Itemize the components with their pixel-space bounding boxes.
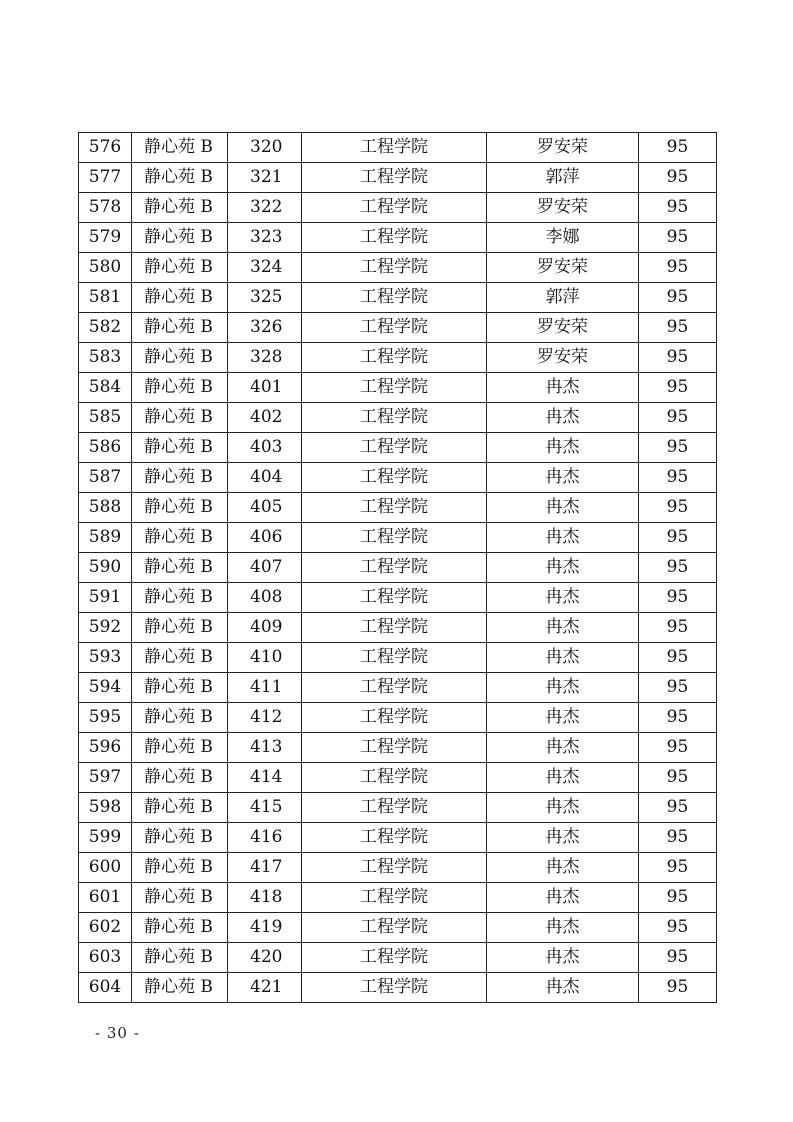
table-row xyxy=(79,673,717,703)
building-cell: 静心苑 B xyxy=(132,373,228,403)
room-cell: 418 xyxy=(228,883,302,913)
college-cell: 工程学院 xyxy=(302,973,487,1003)
score-cell: 95 xyxy=(639,883,717,913)
score-cell: 95 xyxy=(639,853,717,883)
table-row xyxy=(79,763,717,793)
college-cell: 工程学院 xyxy=(302,553,487,583)
table-row xyxy=(79,913,717,943)
table-row xyxy=(79,973,717,1003)
room-cell: 419 xyxy=(228,913,302,943)
name-cell: 冉杰 xyxy=(487,853,639,883)
table-row xyxy=(79,943,717,973)
name-cell: 罗安荣 xyxy=(487,193,639,223)
building-cell: 静心苑 B xyxy=(132,823,228,853)
room-cell: 406 xyxy=(228,523,302,553)
row-number-cell: 579 xyxy=(79,223,132,253)
score-cell: 95 xyxy=(639,673,717,703)
score-cell: 95 xyxy=(639,313,717,343)
table-row xyxy=(79,493,717,523)
college-cell: 工程学院 xyxy=(302,433,487,463)
dormitory-score-table-container xyxy=(78,132,716,1003)
row-number-cell: 583 xyxy=(79,343,132,373)
room-cell: 321 xyxy=(228,163,302,193)
building-cell: 静心苑 B xyxy=(132,433,228,463)
building-cell: 静心苑 B xyxy=(132,283,228,313)
building-cell: 静心苑 B xyxy=(132,493,228,523)
row-number-cell: 596 xyxy=(79,733,132,763)
room-cell: 421 xyxy=(228,973,302,1003)
score-cell: 95 xyxy=(639,973,717,1003)
score-cell: 95 xyxy=(639,193,717,223)
row-number-cell: 582 xyxy=(79,313,132,343)
row-number-cell: 601 xyxy=(79,883,132,913)
row-number-cell: 593 xyxy=(79,643,132,673)
score-cell: 95 xyxy=(639,943,717,973)
name-cell: 郭萍 xyxy=(487,283,639,313)
name-cell: 冉杰 xyxy=(487,673,639,703)
building-cell: 静心苑 B xyxy=(132,313,228,343)
college-cell: 工程学院 xyxy=(302,613,487,643)
score-cell: 95 xyxy=(639,913,717,943)
room-cell: 415 xyxy=(228,793,302,823)
row-number-cell: 578 xyxy=(79,193,132,223)
score-cell: 95 xyxy=(639,133,717,163)
name-cell: 冉杰 xyxy=(487,973,639,1003)
room-cell: 412 xyxy=(228,703,302,733)
name-cell: 冉杰 xyxy=(487,763,639,793)
row-number-cell: 602 xyxy=(79,913,132,943)
building-cell: 静心苑 B xyxy=(132,553,228,583)
building-cell: 静心苑 B xyxy=(132,613,228,643)
table-row xyxy=(79,703,717,733)
table-row xyxy=(79,163,717,193)
name-cell: 冉杰 xyxy=(487,373,639,403)
table-row xyxy=(79,283,717,313)
college-cell: 工程学院 xyxy=(302,373,487,403)
table-row xyxy=(79,583,717,613)
table-row xyxy=(79,523,717,553)
score-cell: 95 xyxy=(639,433,717,463)
college-cell: 工程学院 xyxy=(302,853,487,883)
room-cell: 322 xyxy=(228,193,302,223)
college-cell: 工程学院 xyxy=(302,673,487,703)
building-cell: 静心苑 B xyxy=(132,673,228,703)
college-cell: 工程学院 xyxy=(302,343,487,373)
college-cell: 工程学院 xyxy=(302,253,487,283)
name-cell: 李娜 xyxy=(487,223,639,253)
table-row xyxy=(79,793,717,823)
name-cell: 罗安荣 xyxy=(487,253,639,283)
building-cell: 静心苑 B xyxy=(132,253,228,283)
building-cell: 静心苑 B xyxy=(132,733,228,763)
row-number-cell: 598 xyxy=(79,793,132,823)
room-cell: 324 xyxy=(228,253,302,283)
building-cell: 静心苑 B xyxy=(132,913,228,943)
row-number-cell: 595 xyxy=(79,703,132,733)
row-number-cell: 594 xyxy=(79,673,132,703)
name-cell: 罗安荣 xyxy=(487,343,639,373)
score-cell: 95 xyxy=(639,253,717,283)
row-number-cell: 599 xyxy=(79,823,132,853)
name-cell: 冉杰 xyxy=(487,583,639,613)
building-cell: 静心苑 B xyxy=(132,223,228,253)
score-cell: 95 xyxy=(639,553,717,583)
name-cell: 冉杰 xyxy=(487,433,639,463)
score-cell: 95 xyxy=(639,463,717,493)
college-cell: 工程学院 xyxy=(302,943,487,973)
name-cell: 罗安荣 xyxy=(487,313,639,343)
room-cell: 326 xyxy=(228,313,302,343)
building-cell: 静心苑 B xyxy=(132,793,228,823)
college-cell: 工程学院 xyxy=(302,313,487,343)
table-row xyxy=(79,373,717,403)
score-cell: 95 xyxy=(639,523,717,553)
room-cell: 401 xyxy=(228,373,302,403)
room-cell: 323 xyxy=(228,223,302,253)
building-cell: 静心苑 B xyxy=(132,943,228,973)
row-number-cell: 590 xyxy=(79,553,132,583)
college-cell: 工程学院 xyxy=(302,283,487,313)
score-cell: 95 xyxy=(639,793,717,823)
building-cell: 静心苑 B xyxy=(132,403,228,433)
name-cell: 罗安荣 xyxy=(487,133,639,163)
name-cell: 冉杰 xyxy=(487,403,639,433)
name-cell: 冉杰 xyxy=(487,553,639,583)
building-cell: 静心苑 B xyxy=(132,703,228,733)
college-cell: 工程学院 xyxy=(302,403,487,433)
building-cell: 静心苑 B xyxy=(132,763,228,793)
college-cell: 工程学院 xyxy=(302,583,487,613)
score-cell: 95 xyxy=(639,703,717,733)
row-number-cell: 586 xyxy=(79,433,132,463)
row-number-cell: 597 xyxy=(79,763,132,793)
room-cell: 402 xyxy=(228,403,302,433)
table-row xyxy=(79,253,717,283)
row-number-cell: 581 xyxy=(79,283,132,313)
table-row xyxy=(79,433,717,463)
building-cell: 静心苑 B xyxy=(132,343,228,373)
college-cell: 工程学院 xyxy=(302,883,487,913)
table-row xyxy=(79,853,717,883)
name-cell: 冉杰 xyxy=(487,883,639,913)
building-cell: 静心苑 B xyxy=(132,523,228,553)
room-cell: 407 xyxy=(228,553,302,583)
building-cell: 静心苑 B xyxy=(132,973,228,1003)
score-cell: 95 xyxy=(639,163,717,193)
score-cell: 95 xyxy=(639,763,717,793)
table-row xyxy=(79,553,717,583)
college-cell: 工程学院 xyxy=(302,463,487,493)
table-row xyxy=(79,133,717,163)
name-cell: 冉杰 xyxy=(487,523,639,553)
room-cell: 325 xyxy=(228,283,302,313)
table-row xyxy=(79,193,717,223)
score-cell: 95 xyxy=(639,613,717,643)
table-row xyxy=(79,403,717,433)
table-row xyxy=(79,883,717,913)
name-cell: 冉杰 xyxy=(487,493,639,523)
row-number-cell: 577 xyxy=(79,163,132,193)
building-cell: 静心苑 B xyxy=(132,463,228,493)
table-row xyxy=(79,823,717,853)
page-number: - 30 - xyxy=(95,1024,140,1042)
college-cell: 工程学院 xyxy=(302,643,487,673)
name-cell: 冉杰 xyxy=(487,733,639,763)
table-body xyxy=(79,133,717,1003)
building-cell: 静心苑 B xyxy=(132,883,228,913)
score-cell: 95 xyxy=(639,343,717,373)
college-cell: 工程学院 xyxy=(302,193,487,223)
college-cell: 工程学院 xyxy=(302,223,487,253)
name-cell: 冉杰 xyxy=(487,613,639,643)
room-cell: 328 xyxy=(228,343,302,373)
room-cell: 410 xyxy=(228,643,302,673)
building-cell: 静心苑 B xyxy=(132,133,228,163)
college-cell: 工程学院 xyxy=(302,493,487,523)
name-cell: 冉杰 xyxy=(487,463,639,493)
score-cell: 95 xyxy=(639,823,717,853)
room-cell: 409 xyxy=(228,613,302,643)
room-cell: 411 xyxy=(228,673,302,703)
room-cell: 403 xyxy=(228,433,302,463)
table-row xyxy=(79,643,717,673)
row-number-cell: 600 xyxy=(79,853,132,883)
dormitory-score-table xyxy=(78,132,717,1003)
name-cell: 冉杰 xyxy=(487,643,639,673)
college-cell: 工程学院 xyxy=(302,523,487,553)
table-row xyxy=(79,313,717,343)
name-cell: 冉杰 xyxy=(487,703,639,733)
score-cell: 95 xyxy=(639,373,717,403)
row-number-cell: 585 xyxy=(79,403,132,433)
college-cell: 工程学院 xyxy=(302,763,487,793)
score-cell: 95 xyxy=(639,403,717,433)
name-cell: 冉杰 xyxy=(487,913,639,943)
room-cell: 417 xyxy=(228,853,302,883)
row-number-cell: 576 xyxy=(79,133,132,163)
building-cell: 静心苑 B xyxy=(132,643,228,673)
score-cell: 95 xyxy=(639,643,717,673)
row-number-cell: 588 xyxy=(79,493,132,523)
college-cell: 工程学院 xyxy=(302,133,487,163)
room-cell: 320 xyxy=(228,133,302,163)
table-row xyxy=(79,613,717,643)
table-row xyxy=(79,343,717,373)
row-number-cell: 589 xyxy=(79,523,132,553)
building-cell: 静心苑 B xyxy=(132,163,228,193)
college-cell: 工程学院 xyxy=(302,913,487,943)
row-number-cell: 580 xyxy=(79,253,132,283)
row-number-cell: 587 xyxy=(79,463,132,493)
room-cell: 413 xyxy=(228,733,302,763)
name-cell: 冉杰 xyxy=(487,823,639,853)
room-cell: 416 xyxy=(228,823,302,853)
college-cell: 工程学院 xyxy=(302,823,487,853)
college-cell: 工程学院 xyxy=(302,733,487,763)
college-cell: 工程学院 xyxy=(302,793,487,823)
room-cell: 408 xyxy=(228,583,302,613)
score-cell: 95 xyxy=(639,733,717,763)
score-cell: 95 xyxy=(639,223,717,253)
score-cell: 95 xyxy=(639,493,717,523)
college-cell: 工程学院 xyxy=(302,163,487,193)
building-cell: 静心苑 B xyxy=(132,583,228,613)
room-cell: 414 xyxy=(228,763,302,793)
name-cell: 郭萍 xyxy=(487,163,639,193)
row-number-cell: 603 xyxy=(79,943,132,973)
name-cell: 冉杰 xyxy=(487,943,639,973)
row-number-cell: 584 xyxy=(79,373,132,403)
room-cell: 405 xyxy=(228,493,302,523)
score-cell: 95 xyxy=(639,283,717,313)
room-cell: 420 xyxy=(228,943,302,973)
table-row xyxy=(79,733,717,763)
score-cell: 95 xyxy=(639,583,717,613)
building-cell: 静心苑 B xyxy=(132,853,228,883)
building-cell: 静心苑 B xyxy=(132,193,228,223)
college-cell: 工程学院 xyxy=(302,703,487,733)
name-cell: 冉杰 xyxy=(487,793,639,823)
row-number-cell: 604 xyxy=(79,973,132,1003)
row-number-cell: 591 xyxy=(79,583,132,613)
table-row xyxy=(79,223,717,253)
row-number-cell: 592 xyxy=(79,613,132,643)
room-cell: 404 xyxy=(228,463,302,493)
table-row xyxy=(79,463,717,493)
